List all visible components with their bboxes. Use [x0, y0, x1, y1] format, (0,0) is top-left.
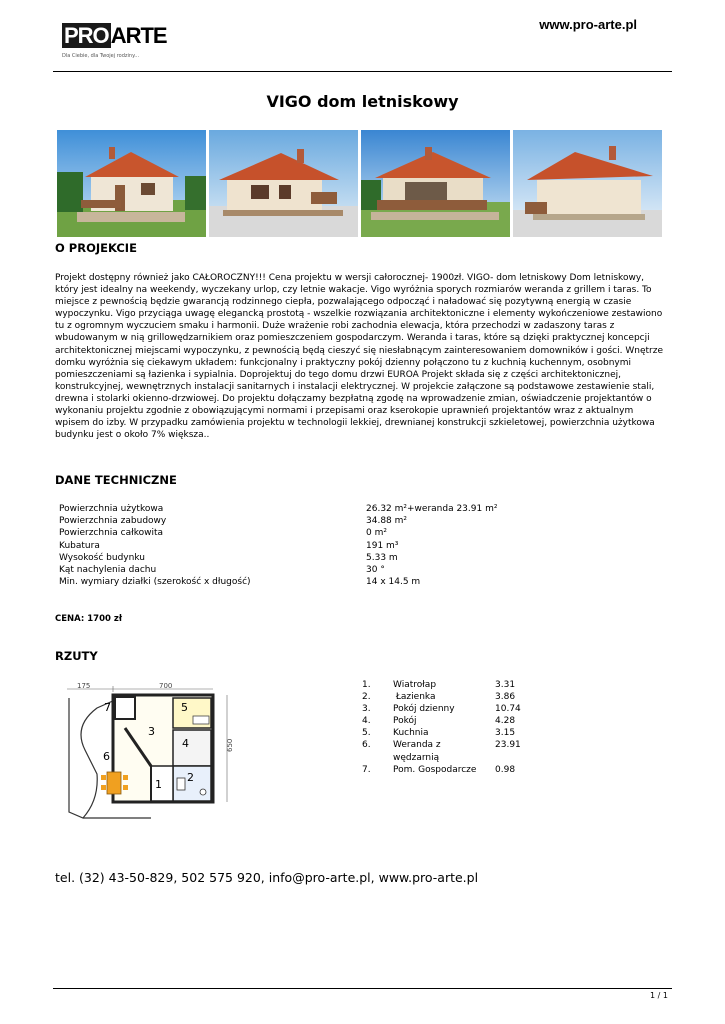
tech-row — [59, 540, 599, 552]
tech-label: Wysokość budynku — [59, 552, 145, 563]
room-number: 4. — [362, 716, 371, 727]
room-area: 3.15 — [495, 728, 516, 739]
room-row — [362, 703, 532, 715]
tech-value: 191 m³ — [366, 540, 399, 551]
dim-175: 175 — [77, 682, 91, 690]
room-area: 0.98 — [495, 764, 516, 775]
tech-value: 5.33 m — [366, 552, 398, 563]
room-name: Pom. Gospodarcze — [393, 764, 477, 775]
plans-heading: RZUTY — [55, 649, 98, 663]
floor-plan[interactable] — [55, 680, 245, 830]
tech-label: Powierzchnia całkowita — [59, 528, 163, 539]
room-area: 23.91 — [495, 740, 521, 751]
room-number: 5. — [362, 728, 371, 739]
tech-row — [59, 515, 599, 527]
about-text: Projekt dostępny również jako CAŁOROCZNY!!! Cena projektu w wersji całorocznej- 1900zł. VIGO- dom letniskowy Dom letniskowy, który jest idealny na weekendy, wyczekany urlop, czy letnie wakacje. Vigo wyróżnia sporych rozmiarów weranda z grillem i taras. To miejsce z pewnością będzie gwarancją rodzinnego ciepła, pozwalającego odpocząć i naładować się pozytywną energią w czasie wypoczynku. Vigo przyciąga uwagę elegancką prostotą - wszelkie rozwiązania architektoniczne i elementy wykończeniowe zestawiono tu z ogromnym wyczuciem smaku i harmonii. Duże wrażenie robi zachodnia elewacja, która przechodzi w zadaszony taras z wbudowanym w nią grillowędzarnikiem oraz pomieszczeniem gospodarczym. Weranda i taras, które są dzięki praktycznej koncepcji architektonicznej miejscami wypoczynku, z pewnością będą cieszyć się niesłabnącym zainteresowaniem domowników i gości. Wnętrze domku wyróżnia się ciekawym układem: funkcjonalny i praktyczny pokój dzienny połączono tu z kuchnią kuchennym, osobnymi pomieszczeniami są łazienka i sypialnia. Doprojektuj do tego domu drzwi EUROA Projekt składa się z części architektonicznej, konstrukcyjnej, wewnętrznych instalacji sanitarnych i instalacji elektrycznej. W projekcie załączone są podstawowe zestawienie stali, drewna i stolarki okienno-drzwiowej. Do projektu dołączamy bezpłatną zgodę na wprowadzenie zmian, oświadczenie projektantów o wykonaniu projektu zgodnie z obowiązującymi normami i przepisami oraz kserokopie uprawnień projektantów wraz z aktualnym wpisem do izby. W przypadku zamówienia projektu w technologii lekkiej, drewnianej konstrukcji szkieletowej, powierzchnia użytkowa budynku jest o około 7% większa.. — [55, 273, 663, 441]
room-area: 3.31 — [495, 680, 516, 690]
tech-label: Kubatura — [59, 540, 100, 551]
room-row — [362, 691, 532, 703]
page-title: VIGO dom letniskowy — [266, 92, 459, 111]
tech-heading: DANE TECHNICZNE — [55, 473, 177, 487]
contact-info: tel. (32) 43-50-829, 502 575 920, info@pro-arte.pl, www.pro-arte.pl — [55, 870, 479, 885]
room-name: Łazienka — [393, 692, 436, 703]
tech-value: 30 ° — [366, 565, 385, 575]
plan-label: 4 — [182, 737, 189, 750]
page-number: 1 / 1 — [650, 991, 668, 1000]
about-heading: O PROJEKCIE — [55, 241, 137, 255]
room-name: Pokój dzienny — [393, 704, 455, 715]
room-number: 1. — [362, 680, 371, 690]
tech-label: Powierzchnia zabudowy — [59, 516, 167, 527]
tech-row — [59, 552, 599, 564]
plan-label: 5 — [181, 701, 188, 714]
room-row — [362, 739, 532, 763]
room-row — [362, 679, 532, 691]
room-name: Weranda z wędzarnią — [393, 740, 441, 763]
header-divider — [53, 71, 672, 72]
house-photo-front[interactable] — [57, 130, 206, 237]
plan-label: 7 — [104, 701, 111, 714]
tech-row — [59, 503, 599, 515]
room-number: 3. — [362, 704, 371, 715]
tech-label: Min. wymiary działki (szerokość x długość) — [59, 577, 251, 588]
house-photo-rear[interactable] — [513, 130, 662, 237]
room-number: 6. — [362, 740, 371, 751]
plan-label: 3 — [148, 725, 155, 738]
plan-label: 1 — [155, 778, 162, 791]
tech-value: 26.32 m²+weranda 23.91 m² — [366, 504, 498, 514]
dim-650: 650 — [226, 738, 234, 752]
tech-label: Kąt nachylenia dachu — [59, 565, 157, 575]
plan-label: 6 — [103, 750, 110, 763]
house-photo-side[interactable] — [209, 130, 358, 237]
tech-row — [59, 576, 599, 588]
tech-value: 34.88 m² — [366, 516, 408, 527]
tech-label: Powierzchnia użytkowa — [59, 504, 164, 514]
room-name: Kuchnia — [393, 728, 429, 739]
room-area: 4.28 — [495, 716, 516, 727]
room-name: Pokój — [393, 716, 417, 727]
dim-700: 700 — [159, 682, 173, 690]
tech-value: 14 x 14.5 m — [366, 577, 421, 588]
room-area: 3.86 — [495, 692, 516, 703]
room-number: 7. — [362, 764, 371, 775]
room-number: 2. — [362, 692, 371, 703]
room-row — [362, 764, 532, 776]
room-row — [362, 715, 532, 727]
tech-row — [59, 527, 599, 539]
tech-value: 0 m² — [366, 528, 387, 539]
website-link[interactable]: www.pro-arte.pl — [539, 17, 637, 32]
room-name: Wiatrołap — [393, 680, 437, 690]
footer-divider — [53, 988, 672, 989]
room-area: 10.74 — [495, 704, 521, 715]
house-photo-terrace[interactable] — [361, 130, 510, 237]
logo-tagline: Dla Ciebie, dla Twojej rodziny... — [62, 53, 140, 59]
logo-pro: PRO — [64, 23, 109, 48]
rooms-list — [362, 679, 532, 776]
plan-label: 2 — [187, 771, 194, 784]
company-logo[interactable] — [62, 23, 167, 65]
room-row — [362, 727, 532, 739]
price-label: CENA: 1700 zł — [55, 614, 122, 624]
logo-arte: ARTE — [110, 23, 167, 48]
tech-row — [59, 564, 599, 576]
